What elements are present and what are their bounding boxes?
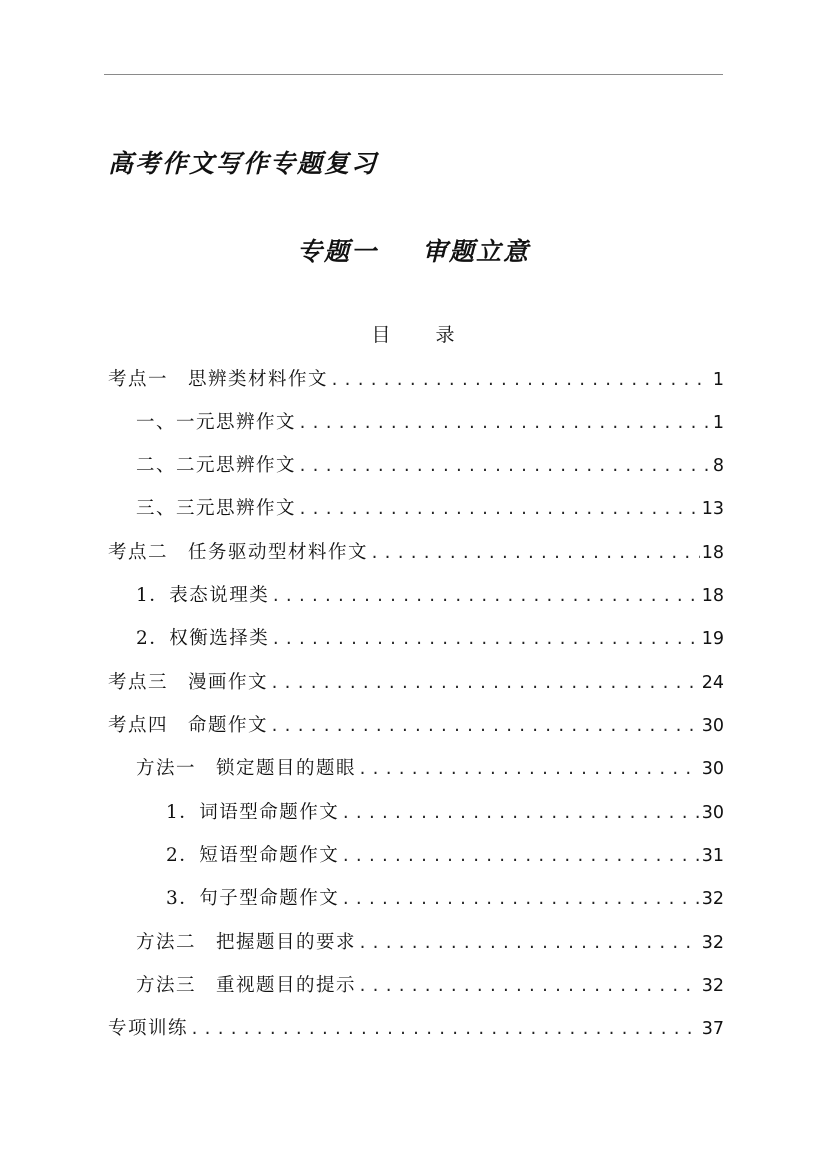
toc-entry-quanheng[interactable] <box>136 624 724 650</box>
toc-entry-page: 31 <box>701 846 724 866</box>
toc-leader-dots <box>270 674 700 692</box>
toc-heading-right: 录 <box>435 324 456 346</box>
toc-entry-sublabel: 漫画作文 <box>188 672 269 693</box>
toc-leader-dots <box>271 630 699 648</box>
toc-entry-sublabel: 命题作文 <box>188 715 269 736</box>
toc-entry-juzi[interactable] <box>166 884 724 910</box>
toc-entry-label: 方法三 <box>136 975 197 996</box>
toc-leader-dots <box>298 457 711 475</box>
toc-entry-sublabel: 思辨类材料作文 <box>188 369 329 390</box>
toc-entry-label: 1．表态说理类 <box>136 585 270 606</box>
toc-leader-dots <box>271 587 699 605</box>
toc-entry-ciyu[interactable] <box>166 798 724 824</box>
toc-entry-label: 3．句子型命题作文 <box>166 888 340 909</box>
toc-entry-fangfa-3[interactable] <box>136 971 724 997</box>
toc-entry-zhuanxiang[interactable] <box>108 1014 724 1040</box>
chapter-title <box>0 232 827 268</box>
toc-leader-dots <box>358 934 700 952</box>
toc-entry-biaotai[interactable] <box>136 581 724 607</box>
toc-leader-dots <box>358 977 700 995</box>
toc-leader-dots <box>341 804 699 822</box>
toc-entry-label: 考点一 <box>108 369 169 390</box>
toc-entry-label: 2．权衡选择类 <box>136 628 270 649</box>
toc-entry-duanyu[interactable] <box>166 841 724 867</box>
toc-entry-kaodian-1[interactable] <box>108 365 724 391</box>
toc-entry-label: 考点二 <box>108 542 169 563</box>
toc-entry-label: 考点四 <box>108 715 169 736</box>
toc-entry-sanyuan[interactable] <box>136 494 724 520</box>
toc-entry-sublabel: 锁定题目的题眼 <box>216 758 357 779</box>
document-title: 高考作文写作专题复习 <box>108 149 379 178</box>
toc-entry-page: 24 <box>701 673 724 693</box>
toc-leader-dots <box>298 500 700 518</box>
chapter-name: 审题立意 <box>422 237 531 266</box>
toc-entry-page: 18 <box>701 586 724 606</box>
toc-entry-label: 2．短语型命题作文 <box>166 845 340 866</box>
toc-entry-label: 三、三元思辨作文 <box>136 498 297 519</box>
toc-entry-eryuan[interactable] <box>136 451 724 477</box>
toc-heading <box>0 320 827 347</box>
toc-leader-dots <box>298 414 711 432</box>
toc-heading-left: 目 <box>371 324 392 346</box>
toc-entry-page: 32 <box>701 976 724 996</box>
toc-leader-dots <box>370 544 700 562</box>
toc-entry-page: 32 <box>701 889 724 909</box>
toc-entry-kaodian-3[interactable] <box>108 668 724 694</box>
toc-entry-page: 30 <box>701 759 724 779</box>
toc-leader-dots <box>190 1020 700 1038</box>
toc-entry-page: 30 <box>701 716 724 736</box>
toc-entry-page: 37 <box>701 1019 724 1039</box>
toc-entry-page: 1 <box>712 413 724 433</box>
toc-leader-dots <box>341 890 699 908</box>
toc-entry-fangfa-1[interactable] <box>136 754 724 780</box>
toc-leader-dots <box>341 847 699 865</box>
toc-entry-page: 1 <box>712 370 724 390</box>
toc-entry-label: 二、二元思辨作文 <box>136 455 297 476</box>
toc-entry-sublabel: 任务驱动型材料作文 <box>188 542 369 563</box>
toc-entry-fangfa-2[interactable] <box>136 928 724 954</box>
toc-entry-page: 19 <box>701 629 724 649</box>
chapter-number: 专题一 <box>296 237 378 266</box>
toc-leader-dots <box>330 371 711 389</box>
toc-entry-label: 1．词语型命题作文 <box>166 802 340 823</box>
toc-entry-label: 方法一 <box>136 758 197 779</box>
toc-entry-sublabel: 重视题目的提示 <box>216 975 357 996</box>
toc-entry-label: 一、一元思辨作文 <box>136 412 297 433</box>
toc-entry-sublabel: 把握题目的要求 <box>216 932 357 953</box>
toc-entry-yiyuan[interactable] <box>136 408 724 434</box>
toc-entry-label: 方法二 <box>136 932 197 953</box>
toc-leader-dots <box>270 717 700 735</box>
header-rule <box>104 74 723 75</box>
toc-leader-dots <box>358 760 700 778</box>
toc-entry-page: 32 <box>701 933 724 953</box>
toc-entry-label: 专项训练 <box>108 1018 189 1039</box>
toc-entry-kaodian-4[interactable] <box>108 711 724 737</box>
toc-entry-kaodian-2[interactable] <box>108 538 724 564</box>
toc-entry-page: 30 <box>701 803 724 823</box>
toc-entry-page: 18 <box>701 543 724 563</box>
toc-entry-page: 13 <box>701 499 724 519</box>
toc-entry-page: 8 <box>712 456 724 476</box>
toc-entry-label: 考点三 <box>108 672 169 693</box>
